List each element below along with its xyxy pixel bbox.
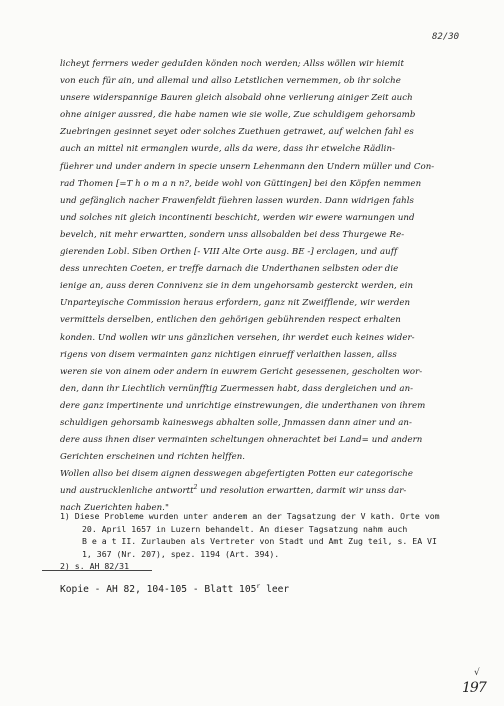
footnote-marker: 2	[193, 484, 198, 492]
body-line: weren sie von ainem oder andern in euwrem Gericht gesessenen, gescholten wor-	[60, 366, 423, 377]
source-divider	[42, 570, 152, 571]
body-line: rigens von disem vermainten ganz nichtigen einrueff verlaithen lassen, allss	[60, 349, 397, 360]
closing-text: und austrucklenliche antwortt	[60, 486, 194, 497]
body-line: konden. Und wollen wir uns gänzlichen versehen, ihr werdet euch keines wider-	[60, 332, 415, 343]
body-line: schuldigen gehorsamb kaineswegs abhalten solle, Jnmassen dann ainer und an-	[60, 417, 412, 428]
body-line: auch an mittel nit ermanglen wurde, alls da were, dass ihr etwelche Rädlin-	[60, 144, 396, 155]
body-line: füehrer und under andern in specie unsern Lehenmann den Undern müller und Con-	[60, 161, 435, 172]
letter-body	[60, 56, 472, 518]
body-line: von euch für ain, und allemal und allso Letstlichen vernemmen, ob ihr solche	[60, 76, 401, 87]
closing-line	[60, 483, 472, 500]
closing-text: und resolution erwartten, darmit wir unss dar-	[197, 486, 407, 497]
footnote-1-line: B e a t II. Zurlauben als Vertreter von Stadt und Amt Zug teil, s. EA VI	[82, 536, 437, 547]
body-line: Unparteyische Commission heraus erfordern, ganz nit Zweifflende, wir werden	[60, 298, 411, 309]
body-line: vermittels derselben, entlichen den gehörigen gebührenden respect erhalten	[60, 315, 401, 326]
body-line: dess unrechten Coeten, er treffe darnach die Underthanen selbsten oder die	[60, 264, 399, 275]
body-line: gierenden Lobl. Siben Orthen [- VIII Alte Orte ausg. BE -] erclagen, und auff	[60, 247, 398, 258]
body-line: bevelch, nit mehr erwartten, sondern unss allsobalden bei dess Thurgewe Re-	[60, 229, 405, 240]
source-text: leer	[260, 584, 290, 595]
body-line: unsere widerspannige Bauren gleich alsobald ohne verlierung ainiger Zeit auch	[60, 93, 413, 104]
closing-line: Wollen allso bei disem aignen desswegen abgefertigten Potten eur categorische	[60, 469, 413, 480]
source-reference	[60, 584, 289, 595]
footnote-1-line: 1) Diese Probleme wurden unter anderem an der Tagsatzung der V kath. Orte vom	[60, 511, 440, 521]
page-number: 82/30	[432, 32, 460, 42]
body-line: ienige an, auss deren Connivenz sie in dem ungehorsamb gesterckt werden, ein	[60, 281, 414, 292]
source-superscript: r	[256, 582, 261, 590]
footnote-1-line: 20. April 1657 in Luzern behandelt. An dieser Tagsatzung nahm auch	[82, 523, 408, 534]
footnotes	[60, 510, 480, 573]
body-line: und gefänglich nacher Frawenfeldt füehren lassen wurden. Dann widrigen fahls	[60, 195, 414, 206]
body-line: und solches nit gleich incontinenti beschicht, werden wir ewere warnungen und	[60, 212, 415, 223]
check-mark-icon: √	[474, 668, 480, 678]
body-line: Gerichten erscheinen und richten helffen.	[60, 452, 246, 463]
body-line: rad Thomen [=T h o m a n n?, beide wohl von Güttingen] bei den Köpfen nemmen	[60, 178, 422, 189]
body-line: dere auss ihnen diser vermainten scheltungen ohnerachtet bei Land= und andern	[60, 435, 423, 446]
source-text: Kopie - AH 82, 104-105 - Blatt 105	[60, 584, 257, 595]
footnote-1-line: 1, 367 (Nr. 207), spez. 1194 (Art. 394).	[82, 548, 280, 559]
body-line: dere ganz impertinente und unrichtige einstrewungen, die underthanen von ihrem	[60, 400, 426, 411]
body-line: licheyt ferrners weder geduIden könden noch werden; Allss wöllen wir hiemit	[60, 59, 404, 69]
archive-page-stamp: 197	[462, 680, 486, 696]
body-line: den, dann ihr Liechtlich vernünfftig Zuermessen habt, dass dergleichen und an-	[60, 383, 414, 394]
closing-line: nach Zuerichten haben."	[60, 503, 169, 514]
body-line: Zuebringen gesinnet seyet oder solches Zuethuen getrawet, auf welchen fahl es	[60, 127, 414, 138]
body-line: ohne ainiger aussred, die habe namen wie sie wolle, Zue schuldigem gehorsamb	[60, 110, 416, 121]
footnote-2: 2) s. AH 82/31	[60, 561, 130, 572]
